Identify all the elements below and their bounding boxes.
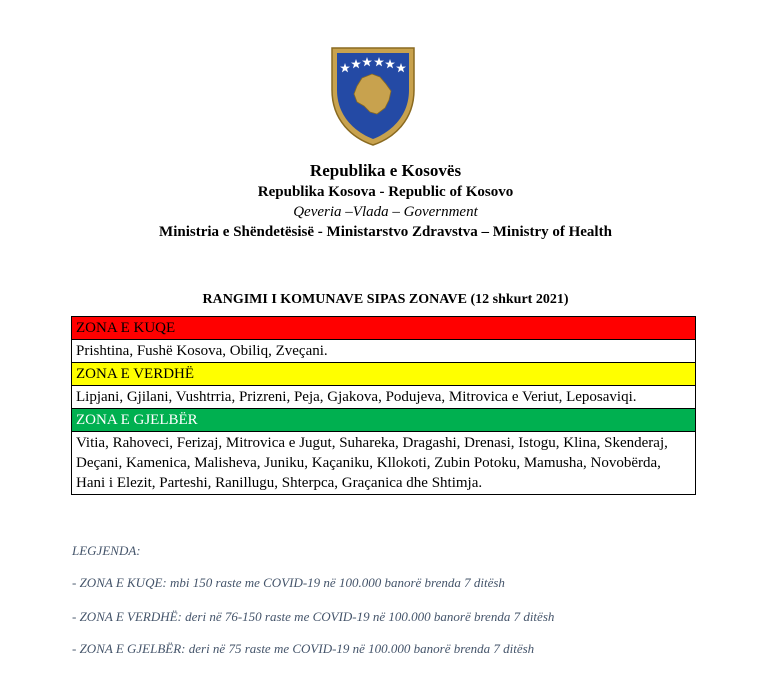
- header-ministry: Ministria e Shëndetësisë - Ministarstvo Zdravstva – Ministry of Health: [159, 224, 612, 240]
- zone-green-header-row: [72, 409, 696, 432]
- document-title: RANGIMI I KOMUNAVE SIPAS ZONAVE (12 shkurt 2021): [202, 292, 569, 307]
- zone-green-label: ZONA E GJELBËR: [72, 409, 696, 432]
- zone-green-municipalities: Vitia, Rahoveci, Ferizaj, Mitrovica e Jugut, Suhareka, Dragashi, Drenasi, Istogu, Klina, Skenderaj, Deçani, Kamenica, Malisheva, Juniku, Kaçaniku, Kllokoti, Zubin Potoku, Mamusha, Novobërda, Hani i Elezit, Parteshi, Ranillugu, Shterpca, Graçanica dhe Shtimja.: [72, 432, 696, 495]
- kosovo-coat-of-arms-icon: [328, 44, 418, 148]
- zone-red-municipalities: Prishtina, Fushë Kosova, Obiliq, Zveçani.: [72, 340, 696, 363]
- zones-table: [71, 316, 696, 495]
- legend-item-red: - ZONA E KUQE: mbi 150 raste me COVID-19 në 100.000 banorë brenda 7 ditësh: [72, 575, 505, 590]
- zone-green-row: [72, 432, 696, 495]
- header-republic-multilingual: Republika Kosova - Republic of Kosovo: [257, 184, 514, 200]
- zone-red-label: ZONA E KUQE: [72, 317, 696, 340]
- document-header: [0, 160, 771, 242]
- legend-item-yellow: - ZONA E VERDHË: deri në 76-150 raste me COVID-19 në 100.000 banorë brenda 7 ditësh: [72, 609, 555, 624]
- header-government: Qeveria –Vlada – Government: [293, 204, 478, 220]
- zone-red-row: [72, 340, 696, 363]
- zone-yellow-header-row: [72, 363, 696, 386]
- header-republic-albanian: Republika e Kosovës: [309, 161, 462, 180]
- zone-red-header-row: [72, 317, 696, 340]
- legend-heading: LEGJENDA:: [72, 543, 141, 558]
- zone-yellow-label: ZONA E VERDHË: [72, 363, 696, 386]
- legend-item-green: - ZONA E GJELBËR: deri në 75 raste me COVID-19 në 100.000 banorë brenda 7 ditësh: [72, 641, 535, 656]
- zone-yellow-municipalities: Lipjani, Gjilani, Vushtrria, Prizreni, Peja, Gjakova, Podujeva, Mitrovica e Veriut, Leposaviqi.: [72, 386, 696, 409]
- zone-yellow-row: [72, 386, 696, 409]
